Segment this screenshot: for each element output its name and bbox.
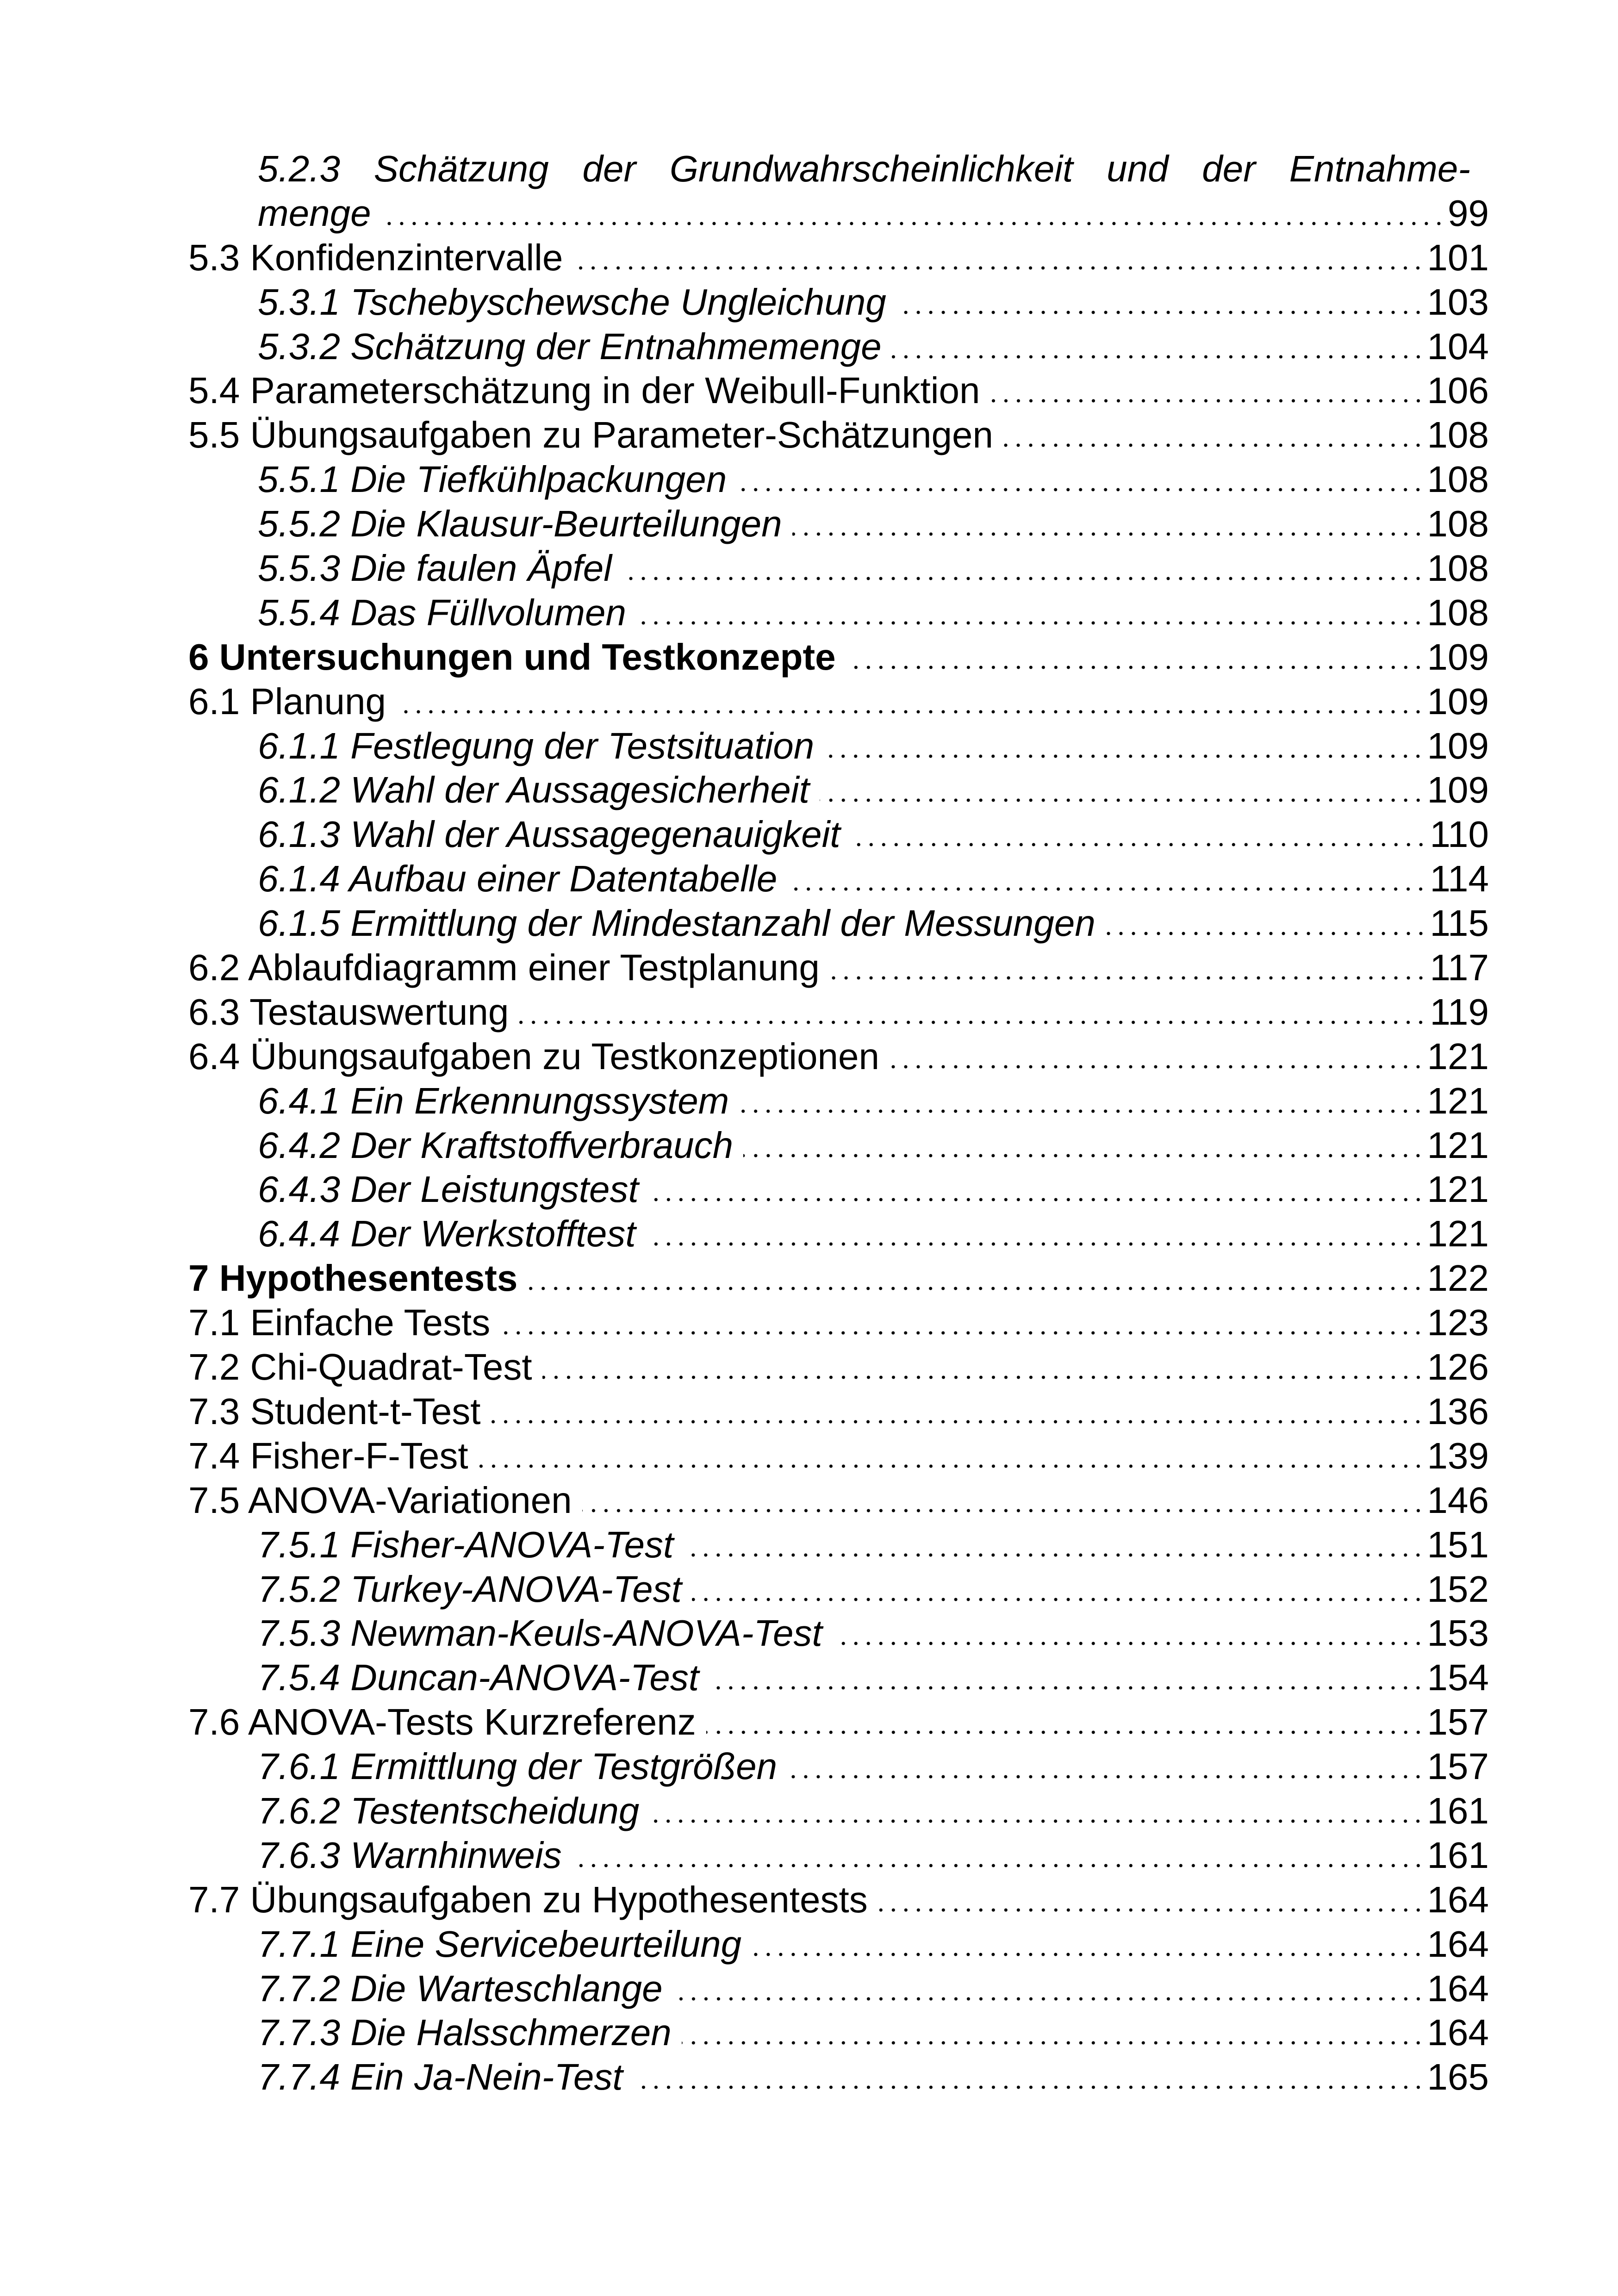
- toc-entry-title: 5.4 Parameterschätzung in der Weibull-Funktion: [188, 370, 980, 411]
- dot-leader: [830, 971, 1427, 980]
- toc-entry-page: 108: [1427, 414, 1489, 456]
- toc-entry-page: 109: [1427, 769, 1489, 811]
- toc-entry[interactable]: [188, 413, 1489, 457]
- toc-entry-title: 6.4.4 Der Werkstofftest: [258, 1213, 636, 1255]
- dot-leader: [892, 350, 1425, 359]
- toc-entry[interactable]: [188, 502, 1489, 546]
- dot-leader: [824, 749, 1424, 759]
- dot-leader: [820, 793, 1425, 803]
- toc-entry-title: 5.5.2 Die Klausur-Beurteilungen: [258, 503, 782, 545]
- toc-entry[interactable]: [188, 724, 1489, 768]
- toc-entry[interactable]: [188, 768, 1489, 812]
- toc-entry-page: 121: [1427, 1213, 1489, 1255]
- table-of-contents: [188, 147, 1489, 2099]
- toc-entry[interactable]: [188, 1167, 1489, 1212]
- toc-entry[interactable]: [188, 2055, 1489, 2099]
- toc-entry-wrapped-line-1[interactable]: [188, 147, 1489, 191]
- dot-leader: [381, 217, 1445, 226]
- toc-entry-title: 7.1 Einfache Tests: [188, 1302, 491, 1344]
- toc-entry-page: 122: [1427, 1257, 1489, 1299]
- dot-leader: [573, 261, 1424, 270]
- toc-entry-page: 108: [1427, 548, 1489, 589]
- toc-entry[interactable]: [188, 1744, 1489, 1789]
- dot-leader: [572, 1859, 1425, 1868]
- toc-entry-page: 108: [1427, 591, 1489, 633]
- dot-leader: [1106, 927, 1427, 936]
- toc-entry[interactable]: [188, 1300, 1489, 1345]
- dot-leader: [706, 1725, 1425, 1735]
- toc-entry-title: 6.1.2 Wahl der Aussagesicherheit: [258, 769, 809, 811]
- dot-leader: [636, 616, 1425, 625]
- toc-entry[interactable]: [188, 1611, 1489, 1655]
- toc-entry[interactable]: [188, 1034, 1489, 1079]
- dot-leader: [649, 1193, 1425, 1202]
- toc-entry-page: 110: [1430, 814, 1489, 855]
- toc-entry-title: 7.2 Chi-Quadrat-Test: [188, 1346, 532, 1388]
- dot-leader: [633, 2080, 1425, 2090]
- toc-entry[interactable]: [188, 857, 1489, 901]
- toc-entry-page: 164: [1427, 1879, 1489, 1920]
- toc-entry-page: 153: [1427, 1612, 1489, 1654]
- toc-entry-title: 7.6.1 Ermittlung der Testgrößen: [258, 1746, 778, 1787]
- toc-entry[interactable]: [188, 1079, 1489, 1123]
- toc-entry[interactable]: [188, 591, 1489, 635]
- toc-entry[interactable]: [188, 1700, 1489, 1744]
- toc-entry-title: 7.5.1 Fisher-ANOVA-Test: [258, 1524, 674, 1565]
- dot-leader: [542, 1370, 1425, 1380]
- toc-entry[interactable]: [188, 1655, 1489, 1700]
- toc-entry-page: 104: [1427, 325, 1489, 367]
- toc-entry-title: 7.5.3 Newman-Keuls-ANOVA-Test: [258, 1612, 822, 1654]
- toc-entry-title: 7.7.2 Die Warteschlange: [258, 1967, 663, 2009]
- toc-entry-page: 139: [1427, 1435, 1489, 1476]
- dot-leader: [846, 660, 1425, 670]
- toc-entry[interactable]: [188, 1922, 1489, 1966]
- dot-leader: [673, 1992, 1425, 2001]
- toc-entry-page: 164: [1427, 1967, 1489, 2009]
- toc-entry[interactable]: [188, 368, 1489, 413]
- dot-leader: [709, 1681, 1424, 1690]
- toc-entry-page: 161: [1427, 1790, 1489, 1831]
- toc-entry-page: 151: [1427, 1524, 1489, 1565]
- toc-entry-title: 5.5 Übungsaufgaben zu Parameter-Schätzungen: [188, 414, 993, 456]
- toc-entry-title: 7.7 Übungsaufgaben zu Hypothesentests: [188, 1879, 868, 1920]
- dot-leader: [851, 838, 1427, 847]
- toc-entry-page: 117: [1430, 947, 1489, 989]
- toc-entry-page: 154: [1427, 1657, 1489, 1699]
- toc-entry[interactable]: [188, 236, 1489, 280]
- toc-entry-title: 5.5.4 Das Füllvolumen: [258, 591, 626, 633]
- toc-entry-title-word: der: [1202, 148, 1256, 189]
- toc-entry-title: 7 Hypothesentests: [188, 1257, 518, 1299]
- dot-leader: [396, 705, 1424, 714]
- toc-entry-page: 121: [1427, 1080, 1489, 1121]
- toc-entry-title: 6.4.3 Der Leistungstest: [258, 1169, 639, 1210]
- toc-entry[interactable]: [188, 1345, 1489, 1389]
- dot-leader: [890, 1060, 1425, 1069]
- toc-entry[interactable]: [188, 1478, 1489, 1523]
- toc-entry-page: 136: [1427, 1390, 1489, 1432]
- toc-entry-title-word: 5.2.3: [258, 148, 340, 189]
- toc-entry-title: 5.5.1 Die Tiefkühlpackungen: [258, 459, 727, 500]
- toc-entry-title: 5.5.3 Die faulen Äpfel: [258, 548, 612, 589]
- toc-entry[interactable]: [188, 280, 1489, 324]
- dot-leader: [649, 1814, 1424, 1823]
- toc-entry-page: 123: [1427, 1302, 1489, 1344]
- toc-entry-title: 6.4.1 Ein Erkennungssystem: [258, 1080, 729, 1121]
- toc-entry[interactable]: [188, 990, 1489, 1034]
- dot-leader: [479, 1459, 1425, 1468]
- toc-entry-title: menge: [258, 192, 371, 234]
- toc-entry-title-word: Schätzung: [373, 148, 549, 189]
- toc-entry-page: 109: [1427, 725, 1489, 766]
- toc-entry[interactable]: [188, 1567, 1489, 1612]
- toc-entry[interactable]: [188, 324, 1489, 369]
- toc-entry-title: 6.4.2 Der Kraftstoffverbrauch: [258, 1124, 734, 1166]
- dot-leader: [1003, 438, 1425, 448]
- toc-entry-page: 126: [1427, 1346, 1489, 1388]
- toc-entry-page: 161: [1427, 1834, 1489, 1876]
- dot-leader: [692, 1593, 1425, 1602]
- toc-entry[interactable]: [188, 457, 1489, 502]
- toc-entry-title: 6.1.4 Aufbau einer Datentabelle: [258, 858, 778, 900]
- toc-entry[interactable]: [188, 1389, 1489, 1434]
- dot-leader: [582, 1504, 1425, 1513]
- toc-entry[interactable]: [188, 1523, 1489, 1567]
- toc-entry[interactable]: [188, 2010, 1489, 2055]
- dot-leader: [833, 1636, 1425, 1646]
- toc-entry-title-word: Grundwahrscheinlichkeit: [669, 148, 1073, 189]
- dot-leader: [682, 2036, 1425, 2045]
- toc-entry-page: 164: [1427, 2012, 1489, 2053]
- toc-entry-page: 157: [1427, 1701, 1489, 1743]
- dot-leader: [896, 305, 1425, 315]
- dot-leader: [500, 1326, 1424, 1335]
- toc-entry-page: 101: [1427, 236, 1489, 278]
- dot-leader: [990, 394, 1425, 403]
- toc-entry[interactable]: [188, 1966, 1489, 2011]
- dot-leader: [491, 1415, 1424, 1424]
- dot-leader: [878, 1903, 1425, 1912]
- toc-entry-page: 157: [1427, 1746, 1489, 1787]
- toc-entry-title: 6.1 Planung: [188, 680, 386, 722]
- toc-entry[interactable]: [188, 812, 1489, 857]
- toc-entry-title: 7.4 Fisher-F-Test: [188, 1435, 468, 1476]
- toc-entry-page: 108: [1427, 503, 1489, 545]
- toc-entry-page: 121: [1427, 1169, 1489, 1210]
- toc-entry-title: 7.6 ANOVA-Tests Kurzreferenz: [188, 1701, 696, 1743]
- dot-leader: [646, 1237, 1425, 1246]
- toc-entry-title: 5.3.1 Tschebyschewsche Ungleichung: [258, 281, 886, 323]
- dot-leader: [528, 1282, 1424, 1291]
- toc-entry-title: 7.7.1 Eine Servicebeurteilung: [258, 1923, 742, 1965]
- toc-entry-page: 106: [1427, 370, 1489, 411]
- toc-entry-title: 7.5.2 Turkey-ANOVA-Test: [258, 1568, 682, 1610]
- toc-entry-title: 6 Untersuchungen und Testkonzepte: [188, 636, 836, 678]
- toc-entry-page: 146: [1427, 1479, 1489, 1521]
- toc-entry-page: 115: [1430, 902, 1489, 944]
- toc-entry-page: 121: [1427, 1035, 1489, 1077]
- toc-entry-title: 7.7.3 Die Halsschmerzen: [258, 2012, 672, 2053]
- toc-entry-title: 6.1.3 Wahl der Aussagegenauigkeit: [258, 814, 840, 855]
- toc-entry-title-word: Entnahme-: [1289, 148, 1470, 189]
- toc-entry-title: 7.5 ANOVA-Variationen: [188, 1479, 572, 1521]
- toc-entry[interactable]: [188, 1878, 1489, 1922]
- toc-entry-page: 152: [1427, 1568, 1489, 1610]
- toc-entry-title: 6.2 Ablaufdiagramm einer Testplanung: [188, 947, 820, 989]
- dot-leader: [684, 1548, 1424, 1557]
- toc-entry-title: 6.1.5 Ermittlung der Mindestanzahl der Messungen: [258, 902, 1095, 944]
- toc-entry-title: 6.1.1 Festlegung der Testsituation: [258, 725, 815, 766]
- toc-entry-page: 121: [1427, 1124, 1489, 1166]
- toc-entry-title: 7.3 Student-t-Test: [188, 1390, 481, 1432]
- toc-entry[interactable]: [188, 1212, 1489, 1256]
- toc-entry-title: 7.5.4 Duncan-ANOVA-Test: [258, 1657, 699, 1699]
- dot-leader: [743, 1149, 1424, 1158]
- toc-entry[interactable]: [188, 1789, 1489, 1833]
- toc-entry-title: 6.4 Übungsaufgaben zu Testkonzeptionen: [188, 1035, 880, 1077]
- toc-entry-title: 7.6.3 Warnhinweis: [258, 1834, 562, 1876]
- toc-entry-title: 6.3 Testauswertung: [188, 991, 509, 1033]
- toc-entry-page: 165: [1427, 2056, 1489, 2098]
- toc-entry-page: 99: [1448, 192, 1489, 234]
- dot-leader: [737, 483, 1424, 492]
- toc-entry-title: 5.3.2 Schätzung der Entnahmemenge: [258, 325, 882, 367]
- toc-entry-title: 7.7.4 Ein Ja-Nein-Test: [258, 2056, 623, 2098]
- dot-leader: [787, 1770, 1424, 1779]
- dot-leader: [787, 882, 1427, 891]
- dot-leader: [622, 572, 1425, 581]
- dot-leader: [519, 1015, 1427, 1025]
- toc-entry[interactable]: [188, 679, 1489, 724]
- toc-entry-page: 103: [1427, 281, 1489, 323]
- toc-entry[interactable]: [188, 1434, 1489, 1478]
- toc-entry-page: 114: [1430, 858, 1489, 900]
- dot-leader: [739, 1104, 1424, 1114]
- dot-leader: [752, 1948, 1424, 1957]
- toc-entry-title: 5.3 Konfidenzintervalle: [188, 236, 563, 278]
- toc-entry[interactable]: [188, 546, 1489, 591]
- toc-entry-page: 109: [1427, 636, 1489, 678]
- toc-entry-wrapped-line-2[interactable]: [188, 191, 1489, 236]
- toc-entry-title-word: der: [582, 148, 636, 189]
- toc-entry[interactable]: [188, 901, 1489, 946]
- toc-entry-page: 108: [1427, 459, 1489, 500]
- toc-entry[interactable]: [188, 1256, 1489, 1300]
- toc-entry[interactable]: [188, 635, 1489, 679]
- toc-entry-page: 109: [1427, 680, 1489, 722]
- toc-entry-title-word: und: [1107, 148, 1169, 189]
- toc-entry[interactable]: [188, 946, 1489, 990]
- toc-entry[interactable]: [188, 1123, 1489, 1168]
- toc-entry-title: 7.6.2 Testentscheidung: [258, 1790, 640, 1831]
- toc-entry-page: 164: [1427, 1923, 1489, 1965]
- dot-leader: [792, 527, 1425, 536]
- toc-entry[interactable]: [188, 1833, 1489, 1878]
- toc-entry-page: 119: [1430, 991, 1489, 1033]
